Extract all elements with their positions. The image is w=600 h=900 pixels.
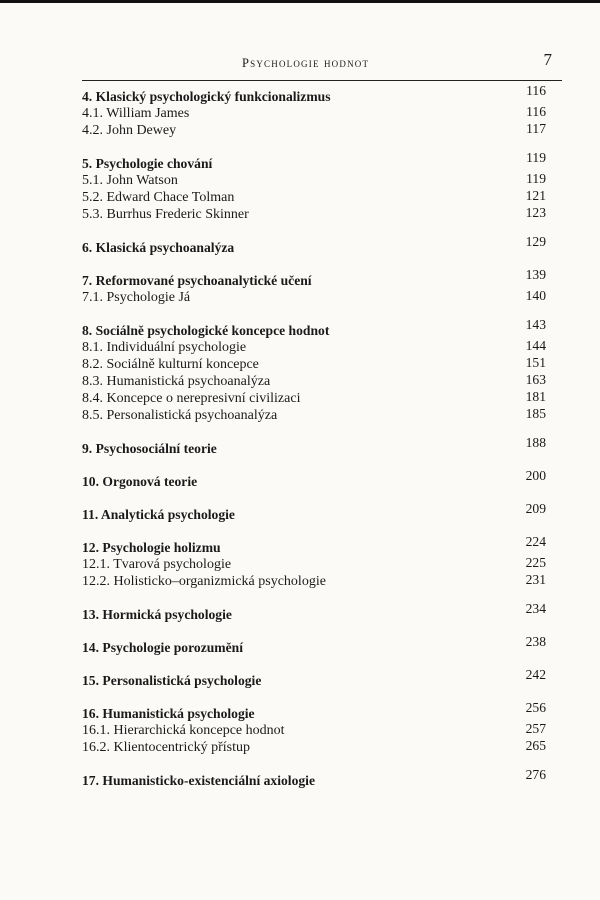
toc-entry-title: 12.2. Holisticko–organizmická psychologie — [82, 574, 326, 589]
toc-chapter-entry — [82, 700, 562, 722]
toc-entry-title: 12.1. Tvarová psychologie — [82, 557, 232, 572]
toc-entry-page: 200 — [525, 468, 546, 483]
toc-section — [82, 150, 562, 223]
toc-entry-title: 4.2. John Dewey — [82, 123, 177, 138]
toc-entry-page: 225 — [525, 555, 546, 570]
toc-section — [82, 700, 562, 756]
toc-entry-title: 8. Sociálně psychologické koncepce hodnot — [82, 323, 330, 338]
toc-chapter-entry — [82, 667, 562, 689]
toc-entry-title: 17. Humanisticko-existenciální axiologie — [82, 773, 315, 788]
toc-entry-page: 238 — [525, 634, 546, 649]
toc-entry-title: 15. Personalistická psychologie — [82, 673, 262, 688]
page-top-edge — [0, 0, 600, 3]
toc-subentry — [82, 356, 562, 373]
toc-entry-page: 231 — [525, 572, 546, 587]
toc-entry-title: 5.2. Edward Chace Tolman — [82, 190, 235, 205]
toc-entry-title: 9. Psychosociální teorie — [82, 441, 217, 456]
toc-entry-title: 6. Klasická psychoanalýza — [82, 240, 235, 255]
toc-entry-page: 185 — [525, 406, 546, 421]
toc-entry-title: 8.3. Humanistická psychoanalýza — [82, 374, 271, 389]
toc-subentry — [82, 407, 562, 424]
toc-entry-title: 7.1. Psychologie Já — [82, 290, 191, 305]
toc-entry-title: 8.5. Personalistická psychoanalýza — [82, 408, 278, 423]
toc-entry-title: 5.3. Burrhus Frederic Skinner — [82, 207, 249, 222]
toc-entry-page: 129 — [525, 234, 546, 249]
toc-entry-page: 116 — [526, 83, 546, 98]
toc-entry-title: 8.1. Individuální psychologie — [82, 340, 247, 355]
toc-section — [82, 501, 562, 523]
toc-subentry — [82, 390, 562, 407]
toc-entry-title: 5. Psychologie chování — [82, 156, 213, 171]
running-title: Psychologie hodnot — [242, 56, 370, 70]
toc-subentry — [82, 172, 562, 189]
toc-chapter-entry — [82, 601, 562, 623]
toc-chapter-entry — [82, 435, 562, 457]
toc-chapter-entry — [82, 150, 562, 172]
toc-section — [82, 667, 562, 689]
toc-entry-title: 10. Orgonová teorie — [82, 474, 198, 489]
toc-entry-page: 234 — [525, 601, 546, 616]
toc-chapter-entry — [82, 234, 562, 256]
toc-chapter-entry — [82, 767, 562, 789]
toc-entry-page: 209 — [525, 501, 546, 516]
toc-entry-title: 16.2. Klientocentrický přístup — [82, 740, 250, 755]
toc-entry-title: 12. Psychologie holizmu — [82, 540, 221, 555]
toc-entry-page: 140 — [525, 288, 546, 303]
toc-entry-title: 8.2. Sociálně kulturní koncepce — [82, 357, 259, 372]
toc-chapter-entry — [82, 501, 562, 523]
toc-entry-title: 14. Psychologie porozumění — [82, 640, 243, 655]
toc-subentry — [82, 289, 562, 306]
toc-section — [82, 468, 562, 490]
toc-subentry — [82, 122, 562, 139]
toc-entry-title: 16.1. Hierarchická koncepce hodnot — [82, 723, 285, 738]
toc-section — [82, 83, 562, 139]
toc-chapter-entry — [82, 317, 562, 339]
toc-section — [82, 317, 562, 424]
toc-subentry — [82, 339, 562, 356]
toc-entry-title: 4.1. William James — [82, 106, 190, 121]
page-number: 7 — [543, 50, 552, 69]
toc-entry-page: 265 — [525, 738, 546, 753]
toc-entry-page: 151 — [525, 355, 546, 370]
toc-section — [82, 767, 562, 789]
toc-subentry — [82, 189, 562, 206]
toc-entry-page: 121 — [525, 188, 546, 203]
toc-entry-title: 11. Analytická psychologie — [82, 507, 235, 522]
toc-chapter-entry — [82, 634, 562, 656]
toc-chapter-entry — [82, 534, 562, 556]
toc-entry-title: 8.4. Koncepce o nerepresivní civilizaci — [82, 391, 301, 406]
toc-entry-page: 116 — [526, 104, 546, 119]
toc-subentry — [82, 573, 562, 590]
toc-subentry — [82, 105, 562, 122]
toc-entry-page: 163 — [525, 372, 546, 387]
table-of-contents — [82, 83, 562, 805]
toc-entry-page: 119 — [526, 150, 546, 165]
toc-entry-page: 188 — [525, 435, 546, 450]
toc-entry-page: 224 — [525, 534, 546, 549]
toc-subentry — [82, 373, 562, 390]
toc-entry-page: 257 — [525, 721, 546, 736]
toc-entry-page: 181 — [525, 389, 546, 404]
toc-section — [82, 534, 562, 590]
toc-entry-title: 4. Klasický psychologický funkcionalizmus — [82, 89, 331, 104]
toc-entry-page: 256 — [525, 700, 546, 715]
toc-entry-page: 144 — [525, 338, 546, 353]
toc-subentry — [82, 206, 562, 223]
toc-subentry — [82, 722, 562, 739]
toc-entry-page: 119 — [526, 171, 546, 186]
toc-entry-page: 117 — [526, 121, 546, 136]
toc-section — [82, 601, 562, 623]
toc-chapter-entry — [82, 468, 562, 490]
toc-entry-page: 123 — [525, 205, 546, 220]
toc-section — [82, 267, 562, 306]
toc-entry-title: 16. Humanistická psychologie — [82, 706, 255, 721]
toc-subentry — [82, 556, 562, 573]
toc-entry-title: 5.1. John Watson — [82, 173, 178, 188]
toc-section — [82, 435, 562, 457]
toc-chapter-entry — [82, 83, 562, 105]
toc-entry-page: 242 — [525, 667, 546, 682]
toc-entry-title: 13. Hormická psychologie — [82, 607, 232, 622]
toc-section — [82, 634, 562, 656]
toc-chapter-entry — [82, 267, 562, 289]
toc-entry-title: 7. Reformované psychoanalytické učení — [82, 273, 312, 288]
toc-entry-page: 143 — [525, 317, 546, 332]
running-header — [82, 52, 562, 81]
toc-entry-page: 139 — [525, 267, 546, 282]
toc-entry-page: 276 — [525, 767, 546, 782]
toc-section — [82, 234, 562, 256]
toc-subentry — [82, 739, 562, 756]
